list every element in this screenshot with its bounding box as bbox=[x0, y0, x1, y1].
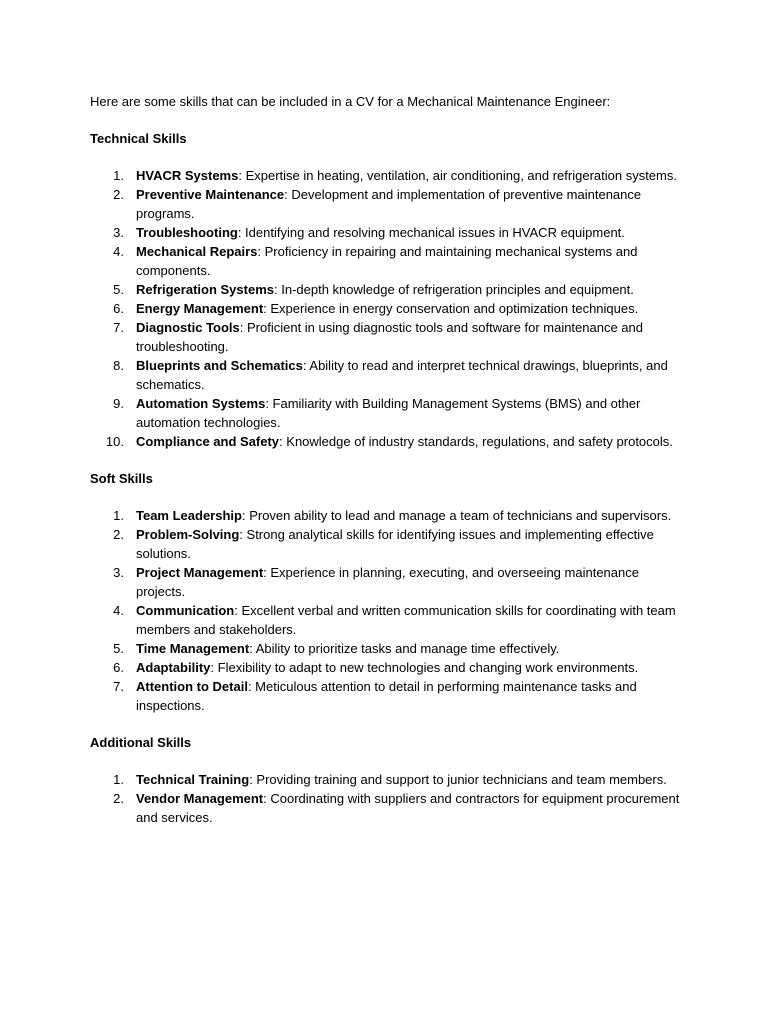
item-number: 3. bbox=[113, 565, 124, 580]
item-term: Preventive Maintenance bbox=[136, 187, 285, 202]
item-number: 1. bbox=[113, 772, 124, 787]
item-description: : Proven ability to lead and manage a team of technicians and supervisors. bbox=[241, 508, 672, 523]
list-item bbox=[90, 280, 690, 299]
item-description: : Development and implementation of preventive maintenance programs. bbox=[136, 187, 642, 221]
list-item bbox=[90, 223, 690, 242]
item-description: : Proficient in using diagnostic tools and software for maintenance and troubleshooting. bbox=[136, 320, 644, 354]
section-soft-skills bbox=[90, 469, 690, 715]
list-item bbox=[90, 185, 690, 223]
list-item bbox=[90, 356, 690, 394]
list-item bbox=[90, 394, 690, 432]
list-item bbox=[90, 677, 690, 715]
list-item bbox=[90, 166, 690, 185]
intro-paragraph: Here are some skills that can be included in a CV for a Mechanical Maintenance Engineer: bbox=[90, 94, 611, 109]
item-term: Compliance and Safety bbox=[136, 434, 280, 449]
item-number: 6. bbox=[113, 301, 124, 316]
item-term: Energy Management bbox=[136, 301, 264, 316]
list-item bbox=[90, 770, 690, 789]
item-term: Diagnostic Tools bbox=[136, 320, 240, 335]
item-term: Problem-Solving bbox=[136, 527, 240, 542]
item-description: : Strong analytical skills for identifying issues and implementing effective solutions. bbox=[136, 527, 654, 561]
section-heading: Additional Skills bbox=[90, 735, 192, 750]
item-number: 7. bbox=[113, 679, 124, 694]
list-item bbox=[90, 639, 690, 658]
item-term: Mechanical Repairs bbox=[136, 244, 258, 259]
item-number: 5. bbox=[113, 282, 124, 297]
item-description: : Ability to prioritize tasks and manage time effectively. bbox=[249, 641, 560, 656]
item-number: 6. bbox=[113, 660, 124, 675]
item-term: Vendor Management bbox=[136, 791, 264, 806]
list-item bbox=[90, 432, 690, 451]
item-term: Blueprints and Schematics bbox=[136, 358, 303, 373]
list-item bbox=[90, 563, 690, 601]
skill-list bbox=[90, 506, 690, 715]
skill-list bbox=[90, 770, 690, 827]
item-description: : Excellent verbal and written communication skills for coordinating with team members and stakeholders. bbox=[136, 603, 676, 637]
list-item bbox=[90, 601, 690, 639]
item-description: : Flexibility to adapt to new technologies and changing work environments. bbox=[210, 660, 639, 675]
item-term: Automation Systems bbox=[136, 396, 266, 411]
item-description: : Proficiency in repairing and maintaining mechanical systems and components. bbox=[136, 244, 638, 278]
item-number: 2. bbox=[113, 187, 124, 202]
item-number: 9. bbox=[113, 396, 124, 411]
item-number: 10. bbox=[105, 434, 124, 449]
item-term: Refrigeration Systems bbox=[136, 282, 274, 297]
item-number: 7. bbox=[113, 320, 124, 335]
list-item bbox=[90, 299, 690, 318]
item-term: Team Leadership bbox=[136, 508, 242, 523]
item-term: Adaptability bbox=[136, 660, 211, 675]
list-item bbox=[90, 242, 690, 280]
item-description: : Ability to read and interpret technical drawings, blueprints, and schematics. bbox=[136, 358, 668, 392]
item-description: : Knowledge of industry standards, regulations, and safety protocols. bbox=[279, 434, 673, 449]
item-number: 1. bbox=[113, 168, 124, 183]
item-description: : Meticulous attention to detail in performing maintenance tasks and inspections. bbox=[136, 679, 637, 713]
item-description: : In-depth knowledge of refrigeration principles and equipment. bbox=[274, 282, 634, 297]
section-additional-skills bbox=[90, 733, 690, 827]
item-number: 3. bbox=[113, 225, 124, 240]
item-term: Attention to Detail bbox=[136, 679, 248, 694]
item-term: Time Management bbox=[136, 641, 250, 656]
item-description: : Expertise in heating, ventilation, air conditioning, and refrigeration systems. bbox=[238, 168, 677, 183]
list-item bbox=[90, 525, 690, 563]
item-term: Troubleshooting bbox=[136, 225, 238, 240]
item-description: : Coordinating with suppliers and contractors for equipment procurement and services. bbox=[136, 791, 680, 825]
section-technical-skills bbox=[90, 129, 690, 451]
item-number: 2. bbox=[113, 527, 124, 542]
item-number: 4. bbox=[113, 244, 124, 259]
item-description: : Experience in planning, executing, and overseeing maintenance projects. bbox=[136, 565, 639, 599]
item-description: : Identifying and resolving mechanical issues in HVACR equipment. bbox=[237, 225, 625, 240]
list-item bbox=[90, 506, 690, 525]
item-description: : Providing training and support to junior technicians and team members. bbox=[249, 772, 667, 787]
list-item bbox=[90, 658, 690, 677]
skill-list bbox=[90, 166, 690, 451]
section-heading: Soft Skills bbox=[90, 471, 153, 486]
item-term: HVACR Systems bbox=[136, 168, 239, 183]
item-number: 1. bbox=[113, 508, 124, 523]
item-number: 2. bbox=[113, 791, 124, 806]
list-item bbox=[90, 318, 690, 356]
item-number: 8. bbox=[113, 358, 124, 373]
list-item bbox=[90, 789, 690, 827]
item-term: Communication bbox=[136, 603, 235, 618]
section-heading: Technical Skills bbox=[90, 131, 187, 146]
item-description: : Experience in energy conservation and optimization techniques. bbox=[263, 301, 639, 316]
item-term: Project Management bbox=[136, 565, 264, 580]
item-term: Technical Training bbox=[136, 772, 250, 787]
item-number: 4. bbox=[113, 603, 124, 618]
document-content bbox=[90, 92, 690, 845]
item-number: 5. bbox=[113, 641, 124, 656]
item-description: : Familiarity with Building Management Systems (BMS) and other automation technologies. bbox=[136, 396, 641, 430]
